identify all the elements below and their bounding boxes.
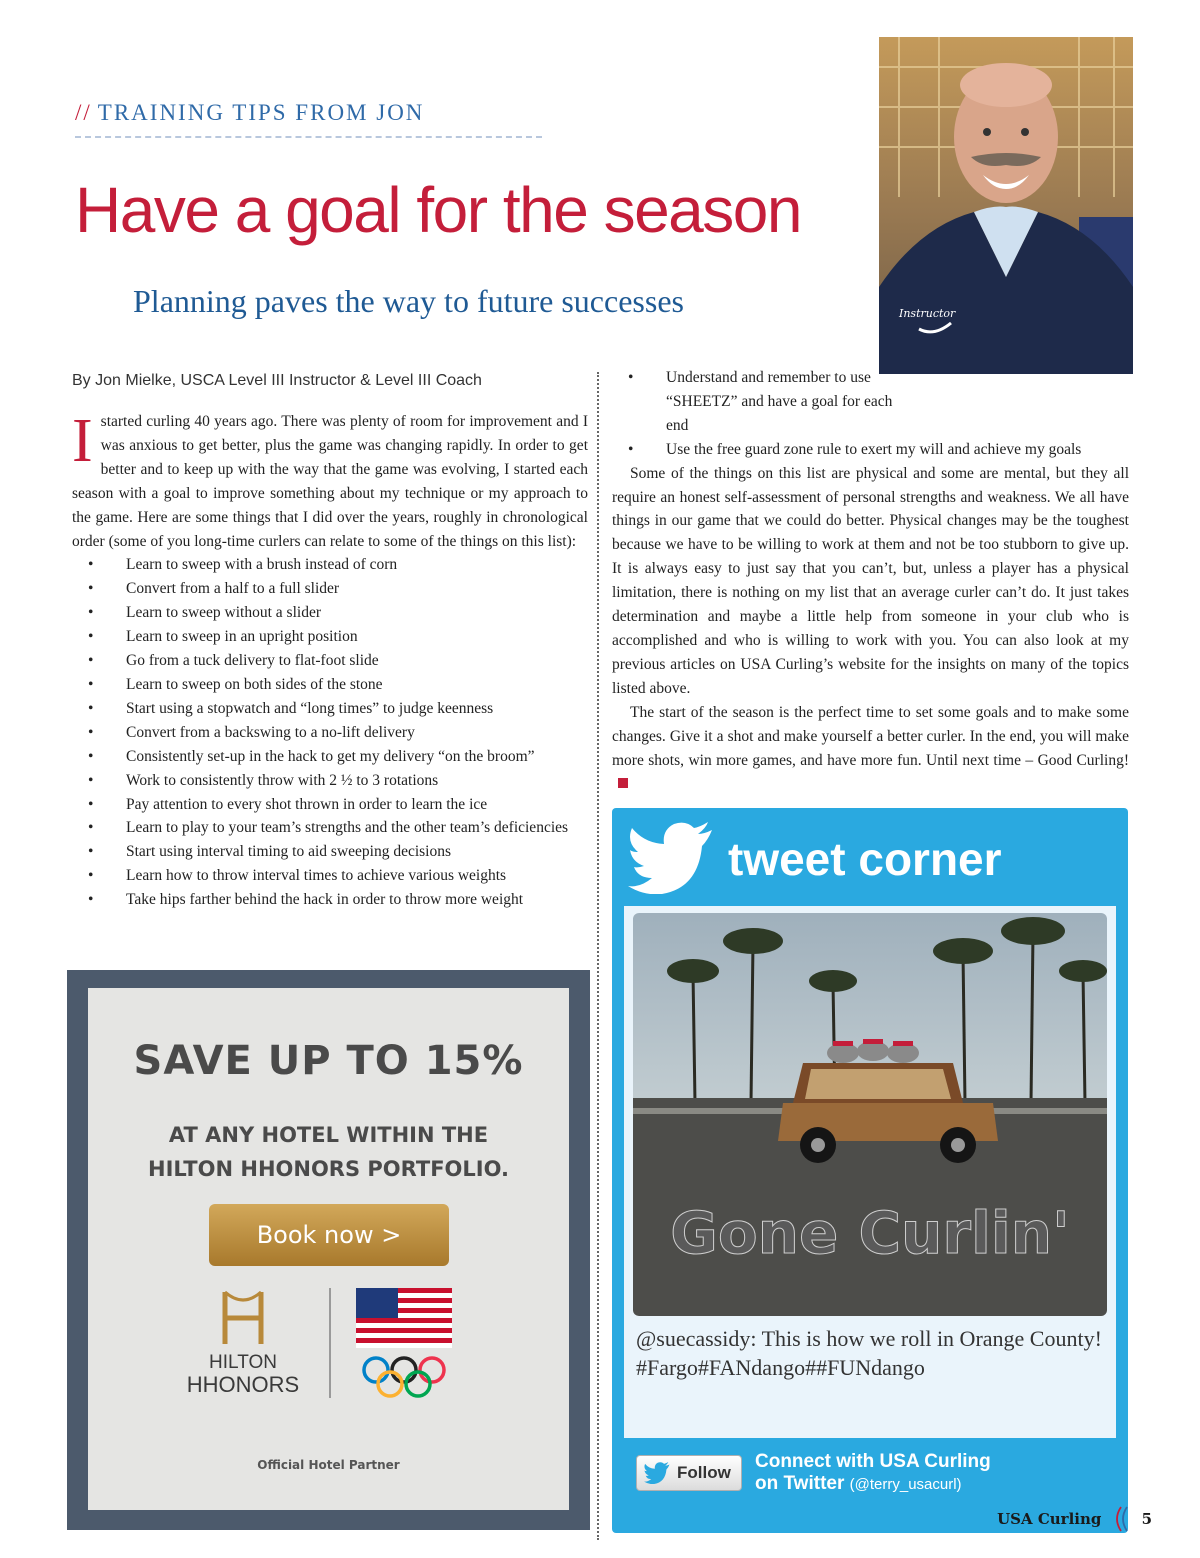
- article-column-left: [72, 407, 588, 912]
- list-item: • Convert from a backswing to a no-lift delivery: [72, 721, 588, 745]
- twitter-bird-small-icon: [643, 1462, 671, 1484]
- list-item: • Consistently set-up in the hack to get my delivery “on the broom”: [72, 745, 588, 769]
- intro-text: started curling 40 years ago. There was plenty of room for improvement and I was anxious to get better, plus the game was changing rapidly. In order to get better and to keep up with the way that the game was evolving, I started each season with a goal to improve something about my technique or my approach to the game. Here are some things that I did over the years, roughly in chronological order (some of you long-time curlers can relate to some of the things on this list):: [72, 413, 588, 550]
- hilton-brand-1: HILTON: [209, 1352, 277, 1373]
- page-number: 5: [1141, 1510, 1152, 1528]
- olympic-logo: [356, 1288, 476, 1414]
- goals-list: [72, 553, 588, 912]
- connect-text: [755, 1451, 991, 1496]
- list-item: • Start using interval timing to aid sweeping decisions: [72, 840, 588, 864]
- goals-list-continued: [612, 366, 1129, 462]
- list-item: • Learn to sweep with a brush instead of corn: [72, 553, 588, 577]
- byline: By Jon Mielke, USCA Level III Instructor & Level III Coach: [72, 372, 482, 389]
- svg-text:Instructor: Instructor: [899, 307, 956, 320]
- list-item: • Pay attention to every shot thrown in order to learn the ice: [72, 793, 588, 817]
- hilton-logo: [183, 1288, 303, 1408]
- tweet-photo: [633, 913, 1107, 1316]
- follow-label: Follow: [677, 1463, 731, 1482]
- tweet-card: [624, 906, 1116, 1438]
- connect-line-1: Connect with USA Curling: [755, 1451, 991, 1472]
- list-item: • Learn to sweep without a slider: [72, 601, 588, 625]
- list-item: • Go from a tuck delivery to flat-foot slide: [72, 649, 588, 673]
- body-paragraph: Some of the things on this list are physical and some are mental, but they all require an honest self-assessment of personal strengths and weakness. We all have things in our game that we could do better. Physical changes may be the toughest because we have to be willing to work at them and not be too stubborn to give up. It is always easy to just say that you can’t, but, unless a player has a physical limitation, there is nothing on my list that an average curler can’t do. It just takes determination and maybe a little help from someone in your club who is accomplished and who is willing to work with you. You can also look at my previous articles on USA Curling’s website for the insights on many of the topics listed above.: [612, 464, 1129, 697]
- list-item: • Start using a stopwatch and “long times” to judge keenness: [72, 697, 588, 721]
- list-item: • Learn to sweep on both sides of the stone: [72, 673, 588, 697]
- list-item: • Work to consistently throw with 2 ½ to 3 rotations: [72, 769, 588, 793]
- intro-paragraph: [72, 407, 588, 553]
- hilton-brand-2: HHONORS: [186, 1372, 300, 1397]
- tweet-corner-title: tweet corner: [728, 833, 1002, 885]
- list-item: • Learn to sweep in an upright position: [72, 625, 588, 649]
- article-subtitle: Planning paves the way to future successes: [133, 283, 684, 319]
- list-item: • Convert from a half to a full slider: [72, 577, 588, 601]
- connect-line-2: [755, 1473, 991, 1496]
- list-item: • Understand and remember to use “SHEETZ” and have a goal for each end: [612, 366, 916, 438]
- closing-text: The start of the season is the perfect time to set some goals and to make some changes. Give it a shot and make yourself a better curler. In the end, you will make more shots, win more games, and have more fun. Until next time – Good Curling!: [612, 703, 1129, 769]
- kicker-rule: [75, 136, 542, 138]
- official-partner-label: Official Hotel Partner: [257, 1458, 400, 1472]
- curling-brand-mark-icon: [1112, 1505, 1130, 1533]
- end-mark-icon: [618, 778, 628, 788]
- hilton-h-icon: [213, 1288, 273, 1348]
- tweet-photo-caption: Gone Curlin': [670, 1199, 1070, 1267]
- tweet-corner: [612, 808, 1128, 1533]
- book-now-button[interactable]: Book now >: [209, 1204, 449, 1266]
- list-item: • Use the free guard zone rule to exert my will and achieve my goals: [612, 438, 1129, 462]
- connect-twitter: on Twitter: [755, 1473, 845, 1494]
- article-column-right: [612, 366, 1129, 796]
- ad-divider: [329, 1288, 331, 1398]
- ad-subhead: [88, 1118, 569, 1186]
- magazine-name: USA Curling: [997, 1510, 1102, 1528]
- hilton-ad[interactable]: [67, 970, 590, 1530]
- tweet-text: @suecassidy: This is how we roll in Orange County! #Fargo#FANdango##FUNdango: [636, 1326, 1102, 1380]
- usa-flag-olympic-rings-icon: [356, 1288, 452, 1410]
- kicker-slash: //: [75, 100, 92, 125]
- twitter-handle-link[interactable]: (@terry_usacurl): [849, 1476, 962, 1493]
- ad-headline: SAVE UP TO 15%: [133, 1038, 524, 1084]
- ad-panel: [88, 988, 569, 1510]
- closing-paragraph: [612, 701, 1129, 797]
- list-item: • Learn how to throw interval times to achieve various weights: [72, 864, 588, 888]
- list-item: • Learn to play to your team’s strengths and the other team’s deficiencies: [72, 816, 588, 840]
- page-footer: [997, 1505, 1152, 1533]
- kicker-text: TRAINING TIPS FROM JON: [97, 100, 425, 125]
- list-item: • Take hips farther behind the hack in order to throw more weight: [72, 888, 588, 912]
- column-divider: [597, 372, 599, 1540]
- twitter-bird-icon: [628, 822, 714, 894]
- section-kicker: [75, 100, 424, 126]
- author-photo: [879, 37, 1133, 374]
- drop-cap: I: [72, 407, 93, 475]
- ad-line-1: AT ANY HOTEL WITHIN THE: [168, 1123, 489, 1147]
- ad-line-2: HILTON HHONORS PORTFOLIO.: [148, 1157, 509, 1181]
- article-title: Have a goal for the season: [75, 174, 801, 246]
- follow-button[interactable]: [636, 1455, 742, 1491]
